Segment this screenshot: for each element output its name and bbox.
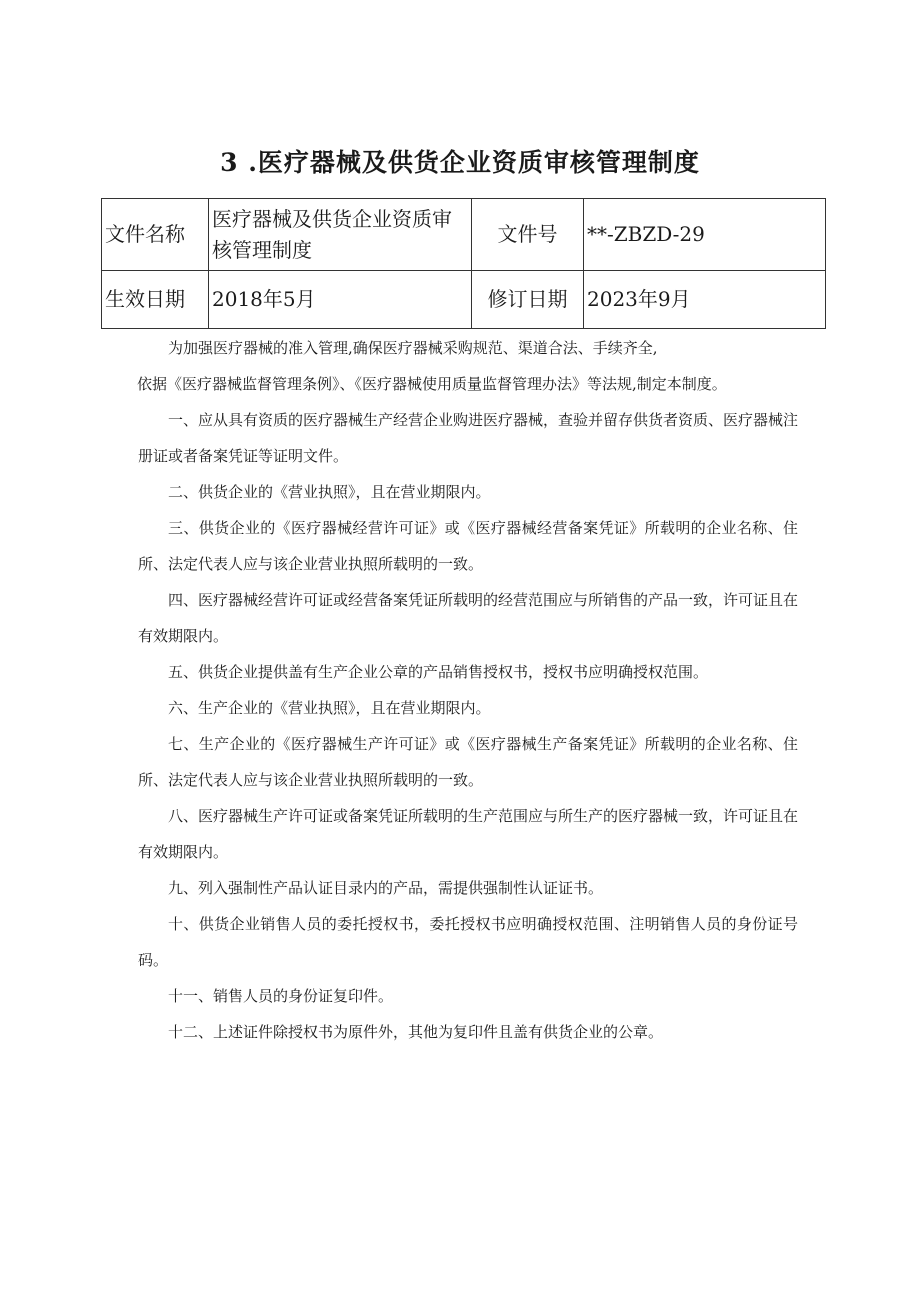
document-meta-table xyxy=(101,198,826,329)
clause-1: 一、应从具有资质的医疗器械生产经营企业购进医疗器械，查验并留存供货者资质、医疗器械注册证或者备案凭证等证明文件。 xyxy=(138,411,799,465)
meta-row-file xyxy=(102,199,826,271)
clause-3: 三、供货企业的《医疗器械经营许可证》或《医疗器械经营备案凭证》所载明的企业名称、住所、法定代表人应与该企业营业执照所载明的一致。 xyxy=(138,519,798,573)
file-number-value: **-ZBZD-29 xyxy=(584,199,826,271)
document-title: 3 .医疗器械及供货企业资质审核管理制度 xyxy=(220,148,700,177)
effective-date-value: 2018年5月 xyxy=(209,271,472,329)
intro-line-2: 依据《医疗器械监督管理条例》、《医疗器械使用质量监督管理办法》等法规,制定本制度。 xyxy=(137,375,727,393)
clause-7: 七、生产企业的《医疗器械生产许可证》或《医疗器械生产备案凭证》所载明的企业名称、住所、法定代表人应与该企业营业执照所载明的一致。 xyxy=(138,735,798,789)
clause-4: 四、医疗器械经营许可证或经营备案凭证所载明的经营范围应与所销售的产品一致，许可证且在有效期限内。 xyxy=(138,591,799,645)
effective-date-label: 生效日期 xyxy=(102,271,209,329)
clause-2: 二、供货企业的《营业执照》，且在营业期限内。 xyxy=(168,483,491,501)
file-name-label: 文件名称 xyxy=(102,199,209,271)
clause-11: 十一、销售人员的身份证复印件。 xyxy=(168,987,394,1005)
clause-8: 八、医疗器械生产许可证或备案凭证所载明的生产范围应与所生产的医疗器械一致，许可证且在有效期限内。 xyxy=(138,807,799,861)
clause-6: 六、生产企业的《营业执照》，且在营业期限内。 xyxy=(168,699,491,717)
meta-row-dates xyxy=(102,271,826,329)
revision-date-value: 2023年9月 xyxy=(584,271,826,329)
clause-12: 十二、上述证件除授权书为原件外，其他为复印件且盖有供货企业的公章。 xyxy=(168,1023,664,1041)
revision-date-label: 修订日期 xyxy=(472,271,584,329)
clause-9: 九、列入强制性产品认证目录内的产品，需提供强制性认证证书。 xyxy=(168,879,604,897)
clause-5: 五、供货企业提供盖有生产企业公章的产品销售授权书，授权书应明确授权范围。 xyxy=(168,663,709,681)
file-number-label: 文件号 xyxy=(472,199,584,271)
intro-line-1: 为加强医疗器械的准入管理,确保医疗器械采购规范、渠道合法、手续齐全, xyxy=(168,339,658,357)
document-body xyxy=(138,330,798,1050)
file-name-value: 医疗器械及供货企业资质审核管理制度 xyxy=(209,199,472,271)
clause-10: 十、供货企业销售人员的委托授权书，委托授权书应明确授权范围、注明销售人员的身份证号码。 xyxy=(138,915,798,969)
